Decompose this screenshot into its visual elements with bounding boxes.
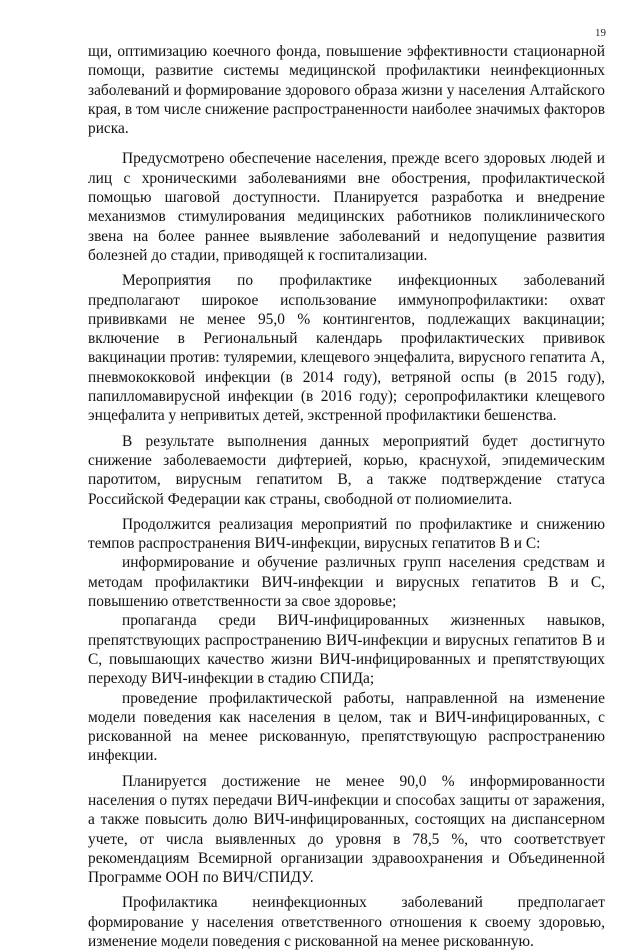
list-item-behavior-change: проведение профилактической работы, направленной на изменение модели поведения как населения в целом, так и ВИЧ-инфицированных, с рискованной на менее рискованную, препятствующую распространению инфекции. [88, 689, 605, 765]
list-item-informing: информирование и обучение различных групп населения средствам и методам профилактики ВИЧ-инфекции и вирусных гепатитов В и С, повышению ответственности за свое здоровье; [88, 554, 605, 611]
paragraph-expected-results: В результате выполнения данных мероприятий будет достигнуто снижение заболеваемости дифтерией, корью, краснухой, эпидемическим паротитом, вирусным гепатитом В, а также подтверждение статуса Российской Федерации как страны, свободной от полиомиелита. [88, 432, 605, 508]
paragraph-hiv-measures-intro: Продолжится реализация мероприятий по профилактике и снижению темпов распространения ВИЧ-инфекции, вирусных гепатитов В и С: [88, 515, 605, 553]
paragraph-infectious-prevention: Мероприятия по профилактике инфекционных заболеваний предполагают широкое использование иммунопрофилактики: охват прививками не менее 95,0 % контингентов, подлежащих вакцинации; включение в Региональный календарь профилактических прививок вакцинации против: туляремии, клещевого энцефалита, вирусного гепатита А, пневмококковой инфекции (в 2014 году), ветряной оспы (в 2015 году), папилломавирусной инфекции (в 2016 году); серопрофилактики клещевого энцефалита у непривитых детей, экстренной профилактики бешенства. [88, 272, 605, 425]
document-body [88, 42, 605, 951]
paragraph-hiv-targets: Планируется достижение не менее 90,0 % информированности населения о путях передачи ВИЧ-инфекции и способах защиты от заражения, а также повысить долю ВИЧ-инфицированных, состоящих на диспансерном учете, от числа выявленных до уровня в 78,5 %, что соответствует рекомендациям Всемирной организации здравоохранения и Объединенной Программе ООН по ВИЧ/СПИДУ. [88, 772, 605, 887]
paragraph-preventive-care: Предусмотрено обеспечение населения, прежде всего здоровых людей и лиц с хроническими заболеваниями вне обострения, профилактической помощью шаговой доступности. Планируется разработка и внедрение механизмов стимулирования медицинских работников поликлинического звена на более раннее выявление заболеваний и недопущение развития болезней до стадии, приводящей к госпитализации. [88, 150, 605, 264]
paragraph-noninfectious-prevention: Профилактика неинфекционных заболеваний предполагает формирование у населения ответственного отношения к своему здоровью, изменение модели поведения с рискованной на менее рискованную. [88, 894, 605, 951]
list-item-propaganda: пропаганда среди ВИЧ-инфицированных жизненных навыков, препятствующих распространению ВИЧ-инфекции и вирусных гепатитов В и С, повышающих качество жизни ВИЧ-инфицированных и препятствующих переходу ВИЧ-инфекции в стадию СПИДа; [88, 612, 605, 688]
page-number: 19 [595, 27, 606, 39]
paragraph-continuation: щи, оптимизацию коечного фонда, повышение эффективности стационарной помощи, развитие системы медицинской профилактики неинфекционных заболеваний и формирование здорового образа жизни у населения Алтайского края, в том числе снижение распространенности наиболее значимых факторов риска. [88, 43, 605, 138]
